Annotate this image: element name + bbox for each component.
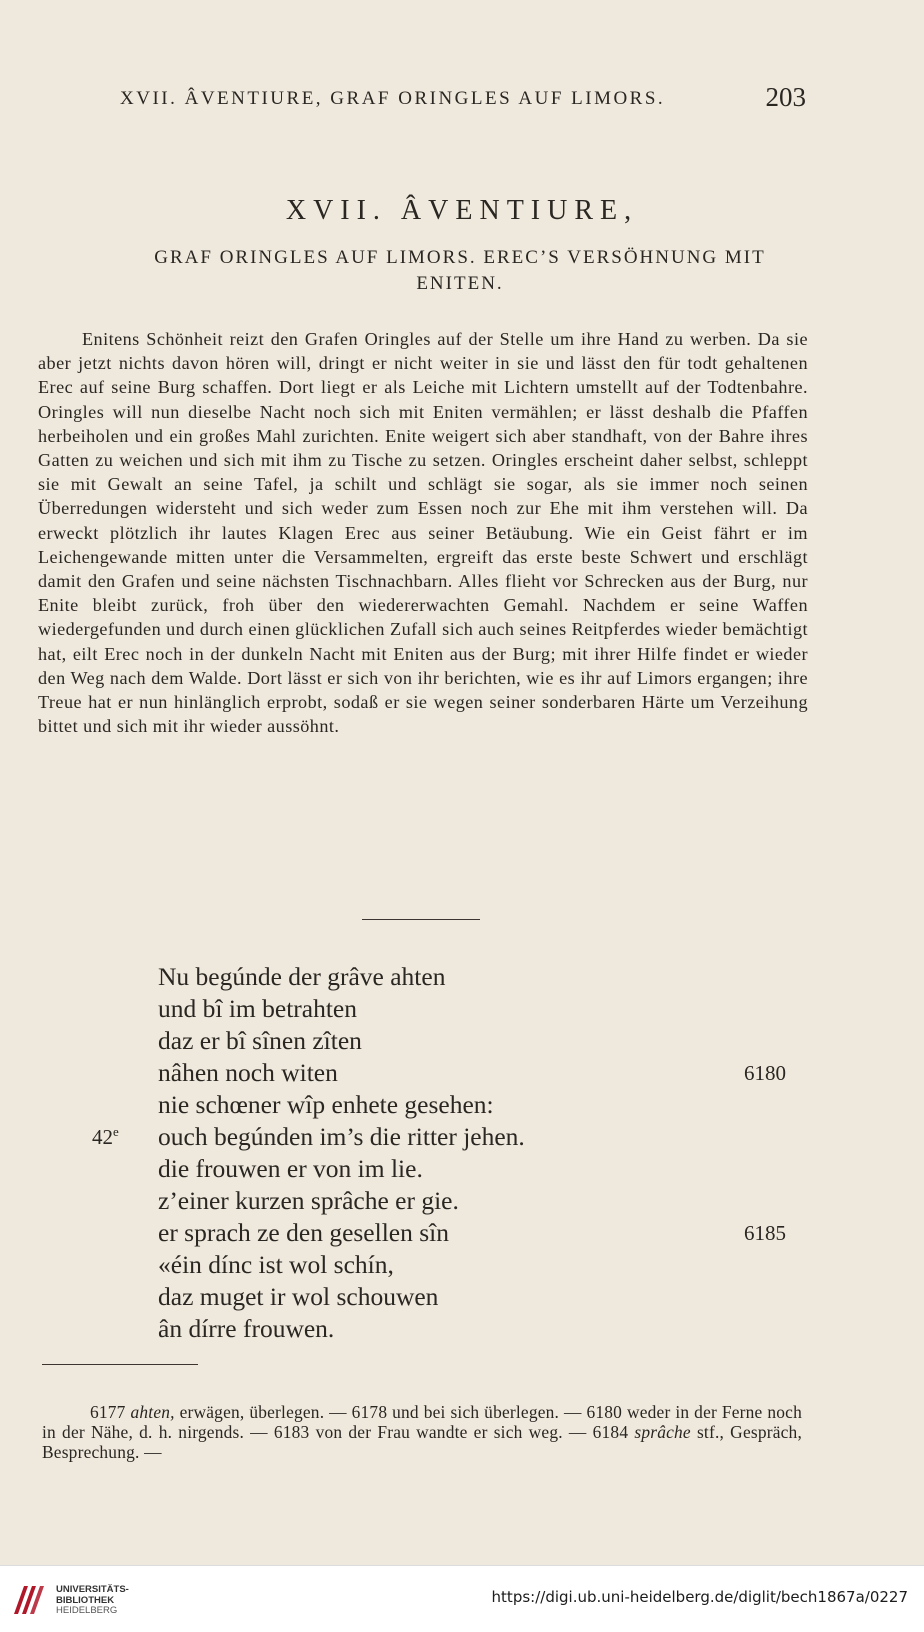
footnote-text: erwägen, überlegen. — 6178 und bei sich überlegen. — 6180 weder in der Ferne noch in der Nähe, d. h. nirgends. — 6183 von der Frau wandte er sich weg. — 6184 [42,1402,802,1442]
chapter-subtitle-line-1: GRAF ORINGLES AUF LIMORS. EREC’S VERSÖHNUNG MIT [154,247,766,268]
verse-number: 6185 [744,1221,786,1245]
footnote-term: sprâche [634,1422,691,1442]
margin-leaf-number: 42 [92,1125,113,1149]
verse-line: die frouwen er von im lie. [158,1154,423,1183]
page-number: 203 [765,82,806,112]
verse-line: «éin dínc ist wol schín, [158,1250,394,1279]
verse-line: daz er bî sînen zîten [158,1026,362,1055]
chapter-subtitle [60,245,860,297]
margin-leaf-side: e [113,1124,119,1139]
library-name-line: UNIVERSITÄTS- [56,1584,129,1595]
verse-line: ân dírre frouwen. [158,1314,335,1343]
university-library-logo-icon [10,1582,46,1618]
section-divider [362,919,480,920]
verse-line: z’einer kurzen sprâche er gie. [158,1186,459,1215]
permalink-url[interactable]: https://digi.ub.uni-heidelberg.de/diglit/bech1867a/0227 [491,1588,908,1606]
verse-line: ouch begúnden im’s die ritter jehen. [158,1122,525,1151]
verse-line: daz muget ir wol schouwen [158,1282,439,1311]
footnote-text: stf., Gespräch, Besprechung. — [42,1422,802,1462]
chapter-summary: Enitens Schönheit reizt den Grafen Oringles auf der Stelle um ihre Hand zu werben. Da sie aber jetzt nichts davon hören will, dringt er nicht weiter in sie und lässt den für todt gehaltenen Erec auf seine Burg schaffen. Dort liegt er als Leiche mit Lichtern umstellt auf der Todtenbahre. Oringles will nun dieselbe Nacht noch sich mit Eniten vermählen; er lässt deshalb die Pfaffen herbeiholen und ein großes Mahl zurichten. Enite weigert sich aber standhaft, von der Bahre ihres Gatten zu weichen und sich mit ihm zu Tische zu setzen. Oringles erscheint daher selbst, schleppt sie mit Gewalt an seine Tafel, ja schilt und schlägt sie sogar, als sie immer noch seinen Überredungen widersteht und sich weder zum Essen noch zur Ehe mit ihm verstehen will. Da erweckt plötzlich ihr lautes Klagen Erec aus seiner Betäubung. Wie ein Geist fährt er im Leichengewande mitten unter die Versammelten, ergreift das erste beste Schwert und erschlägt damit den Grafen und seine nächsten Tischnachbarn. Alles flieht vor Schrecken aus der Burg, nur Enite bleibt zurück, froh über den wiedererwachten Gemahl. Nachdem er seine Waffen wiedergefunden und durch einen glücklichen Zufall sich auch seines Reitpferdes wieder bemächtigt hat, eilt Erec noch in der dunkeln Nacht mit Eniten aus der Burg; mit ihrer Hilfe findet er wieder den Weg nach dem Walde. Dort lässt er sich von ihr berichten, wie es ihr auf Limors ergangen; ihre Treue hat er nun hinlänglich erprobt, sodaß er sie wegen seiner sonderbaren Härte um Verzeihung bittet und sich mit ihr wieder aussöhnt. [38,329,808,737]
verse-line: nâhen noch witen [158,1058,338,1087]
verse-line: nie schœner wîp enhete gesehen: [158,1090,494,1119]
verse-line: er sprach ze den gesellen sîn [158,1218,449,1247]
verse-number: 6180 [744,1061,786,1085]
running-head: XVII. ÂVENTIURE, GRAF ORINGLES AUF LIMORS. [120,88,666,109]
verse-line: und bî im betrahten [158,994,357,1023]
margin-leaf-mark [92,1124,119,1150]
chapter-subtitle-line-2: ENITEN. [416,273,504,294]
verse-line: Nu begúnde der grâve ahten [158,962,446,991]
footnote-number: 6177 [90,1402,126,1422]
footnote-term: ahten, [130,1402,175,1422]
viewer-footer [0,1565,924,1632]
library-name-line: BIBLIOTHEK [56,1594,115,1606]
footnotes [42,1402,802,1462]
footnote-rule [42,1364,198,1365]
chapter-title: XVII. ÂVENTIURE, [285,195,639,226]
library-name-line: HEIDELBERG [56,1605,118,1616]
library-name [56,1585,129,1617]
